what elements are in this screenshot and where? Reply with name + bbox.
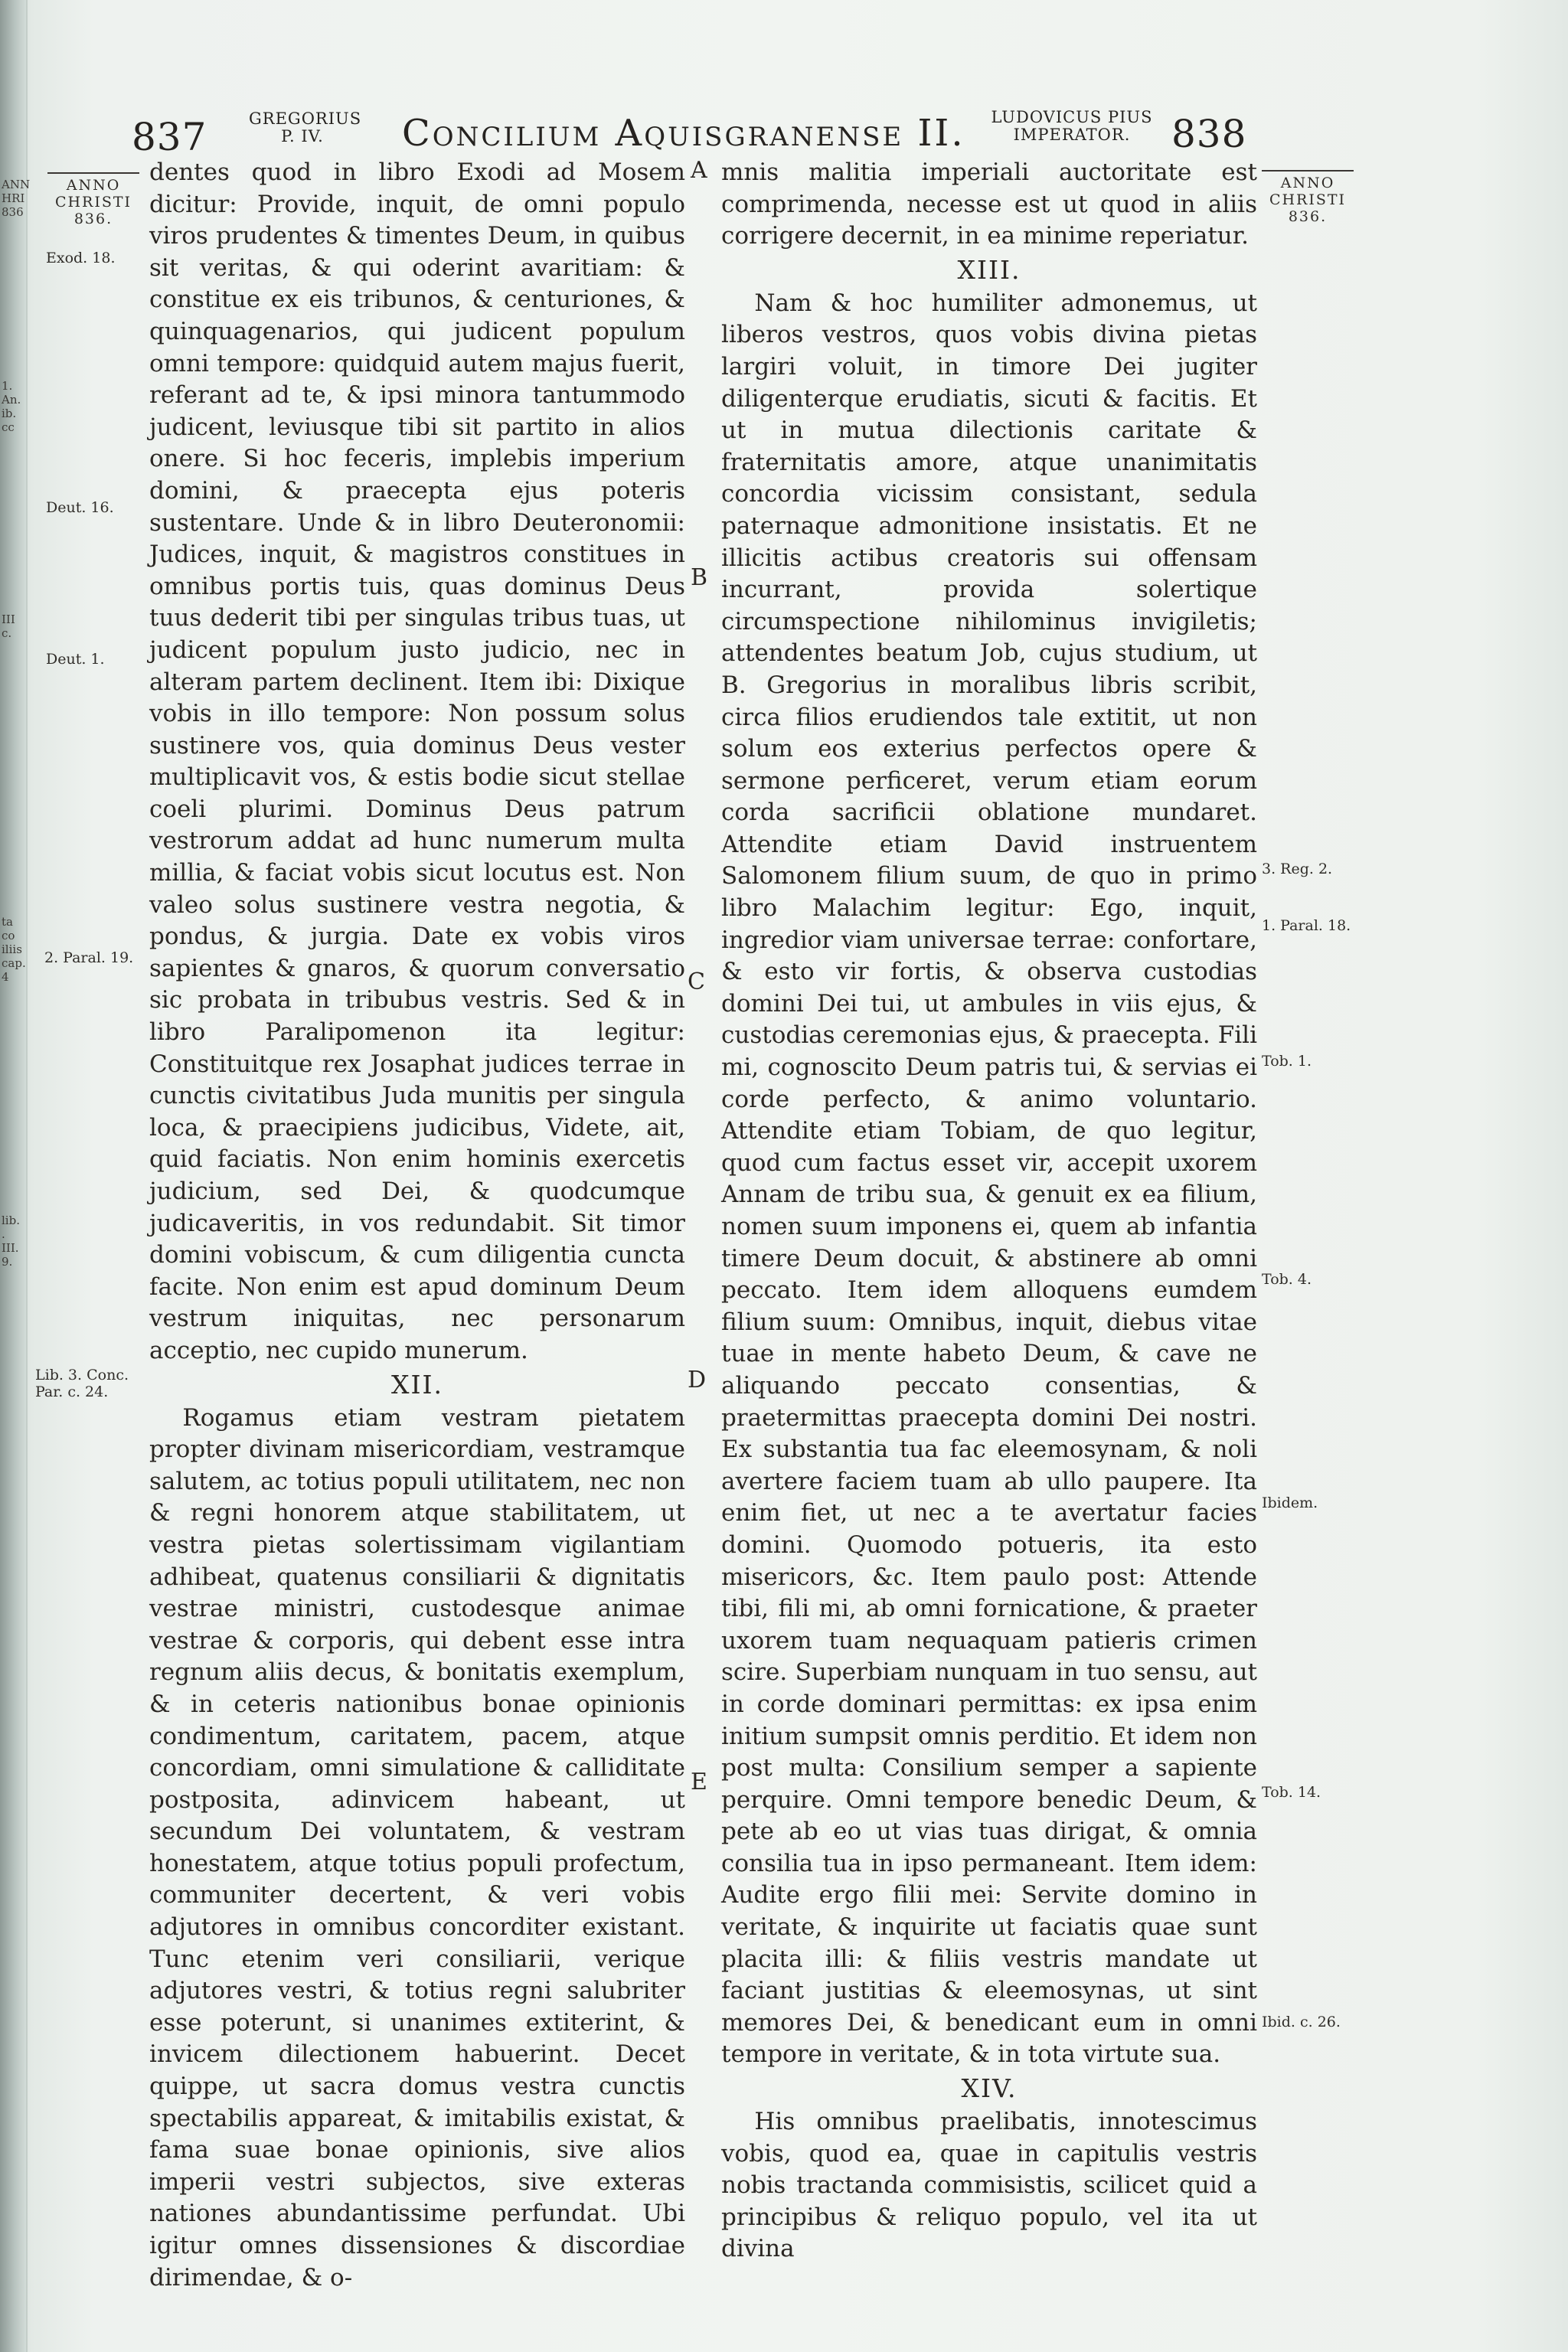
margin-reference: Tob. 1. (1262, 1053, 1312, 1070)
margin-reference: Exod. 18. (46, 250, 116, 266)
margin-reference: 3. Reg. 2. (1262, 861, 1333, 877)
section-letter: B (691, 564, 708, 591)
running-head-title: Concilium Aquisgranense II. (402, 112, 965, 155)
margin-reference: Ibidem. (1262, 1494, 1318, 1511)
paragraph: Nam & hoc humiliter admonemus, ut liberos vestros, quos vobis divina pietas largiri voluit, in timore Dei jugiter diligenterque erudiatis, sicuti & facitis. Et ut in mutua dilectionis caritate & fraternitatis amore, atque unanimitatis concordia vicissim consistant, sedula paternaque admonitione insistatis. Et ne illicitis actibus creatoris sui offensam incurrant, provida solertique circumspectione nihilominus invigiletis; attendentes beatum Job, cujus studium, ut B. Gregorius in moralibus libris scribit, circa filios erudiendos tale extitit, ut non solum eos exterius perfectos opere & sermone perficeret, verum etiam eorum corda sacrificii oblatione mundaret. Attendite etiam David instruentem Salomonem filium suum, de quo in primo libro Malachim legitur: Ego, inquit, ingredior viam universae terrae: confortare, & esto vir fortis, & observa custodias domini Dei tui, ut ambules in viis ejus, & custodias ceremonias ejus, & praecepta. Fili mi, cognoscito Deum patris tui, & servias ei corde perfecto, & animo voluntario. Attendite etiam Tobiam, de quo legitur, quod cum factus esset vir, accepit uxorem Annam de tribu sua, & genuit ex ea filium, nomen suum imponens ei, quem ab infantia timere Deum docuit, & abstinere ab omni peccato. Item idem alloquens eumdem filium suum: Omnibus, inquit, diebus vitae tuae in mente habeto Deum, & cave ne aliquando peccato consentias, & praetermittas praecepta domini Dei nostri. Ex substantia tua fac eleemosynam, & noli avertere faciem tuam ab ullo paupere. Ita enim fiet, ut nec a te avertatur facies domini. Quomodo potueris, ita esto misericors, &c. Item paulo post: Attende tibi, fili mi, ab omni fornicatione, & praeter uxorem tuam nequaquam patieris crimen scire. Superbiam nunquam in tuo sensu, aut in corde dominari permittas: ex ipsa enim initium sumpsit omnis perditio. Et idem non post multa: Consilium semper a sapiente perquire. Omni tempore benedic Deum, & pete ab eo ut vias tuas dirigat, & omnia consilia tua in ipso permaneant. Item idem: Audite ergo filii mei: Servite domino in veritate, & inquirite ut faciatis quae sunt placita illi: & filiis vestris mandate ut faciant justitias & eleemosynas, ut sint memores Dei, & benedicant eum in omni tempore in veritate, & in tota virtute sua. (721, 289, 1257, 2069)
margin-reference: Deut. 1. (46, 651, 105, 668)
section-letter: C (688, 969, 705, 995)
paragraph: Rogamus etiam vestram pietatem propter divinam misericordiam, vestramque salutem, ac totius populi utilitatem, nec non & regni honorem atque stabilitatem, ut vestra pietas solertissimam vigilantiam adhibeat, quatenus consiliarii & dignitatis vestrae ministri, custodesque animae vestrae & corporis, qui debent esse intra regnum aliis decus, & bonitatis exemplum, & in ceteris nationibus bonae opinionis condimentum, caritatem, pacem, atque concordiam, omni simulatione & calliditate postposita, adinvicem habeant, ut secundum Dei voluntatem, & vestram honestatem, atque totius populi profectum, communiter decertent, & veri vobis adjutores in omnibus concorditer existant. Tunc etenim veri consiliarii, verique adjutores vestri, & totius regni salubriter esse poterunt, si unanimes extiterint, & invicem dilectionem habuerint. Decet quippe, ut sacra domus vestra cunctis spectabilis appareat, & imitabilis existat, & fama suae bonae opinionis, sive alios imperii vestri subjectos, sive exteras nationes abundantissime perfundat. Ubi igitur omnes dissensiones & discordiae dirimendae, & o- (149, 1403, 685, 2292)
section-letter: D (688, 1367, 707, 1393)
running-head (0, 0, 1568, 161)
margin-reference: Lib. 3. Conc. Par. c. 24. (35, 1367, 129, 1400)
margin-reference: Ibid. c. 26. (1262, 2014, 1341, 2030)
previous-page-fragment: III c. (2, 612, 15, 640)
page-number-left: 837 (132, 115, 207, 159)
margin-reference: 1. Paral. 18. (1262, 917, 1351, 934)
running-head-pope-label: GREGORIUS P. IV. (249, 109, 362, 145)
previous-page-fragment: ANN HRI 836 (2, 178, 31, 219)
previous-page-fragment: 1. An. ib. cc (2, 379, 21, 434)
previous-page-strip (0, 0, 31, 2352)
anno-christi-left (47, 172, 139, 227)
previous-page-fragment: ta co iliis cap. 4 (2, 915, 26, 984)
paragraph: His omnibus praelibatis, innotescimus vobis, quod ea, quae in capitulis vestris nobis tractanda commisistis, scilicet quid a principibus & reliquo populo, vel ita ut divina (721, 2108, 1257, 2263)
running-head-emperor-label: LUDOVICUS PIUS IMPERATOR. (991, 108, 1153, 144)
anno-christi-right (1262, 170, 1354, 225)
paragraph: dentes quod in libro Exodi ad Mosem dicitur: Provide, inquit, de omni populo viros prudentes & timentes Deum, in quibus sit veritas, & qui oderint avaritiam: & constitue ex eis tribunos, & centuriones, & quinquagenarios, qui judicent populum omni tempore: quidquid autem majus fuerit, referant ad te, & ipsi minora tantummodo judicent, leviusque tibi sit partito in alios onere. Si hoc feceris, implebis imperium domini, & praecepta ejus poteris sustentare. Unde & in libro Deuteronomii: Judices, inquit, & magistros constitues in omnibus portis tuis, quas dominus Deus tuus dederit tibi per singulas tribus tuas, ut judicent populum justo judicio, nec in alteram partem declinent. Item ibi: Dixique vobis in illo tempore: Non possum solus sustinere vos, quia dominus Deus vester multiplicavit vos, & estis bodie sicut stellae coeli plurimi. Dominus Deus patrum vestrorum addat ad hunc numerum multa millia, & faciat vobis sicut locutus est. Non valeo solus sustinere vestra negotia, & pondus, & jurgia. Date ex vobis viros sapientes & gnaros, & quorum conversatio sic probata in tribubus vestris. Sed & in libro Paralipomenon ita legitur: Constituitque rex Josaphat judices terrae in cunctis civitatibus Juda munitis per singula loca, & praecipiens judicibus, Videte, ait, quid faciatis. Non enim hominis exercetis judicium, sed Dei, & quodcumque judicaveritis, in vos redundabit. Sit timor domini vobiscum, & cum diligentia cuncta facite. Non enim est apud dominum Deum vestrum iniquitas, nec personarum acceptio, nec cupido munerum. (149, 158, 685, 1364)
previous-page-fragment: lib. . III. 9. (2, 1214, 20, 1269)
margin-reference: Deut. 16. (46, 499, 114, 516)
margin-reference: Tob. 14. (1262, 1784, 1321, 1801)
section-heading-xii: XII. (390, 1369, 444, 1400)
anno-rule (47, 172, 139, 174)
page-number-right: 838 (1171, 112, 1247, 156)
section-letter: E (691, 1769, 707, 1795)
right-column (721, 157, 1257, 2265)
paragraph: mnis malitia imperiali auctoritate est comprimenda, necesse est ut quod in aliis corrigere decernit, in ea minime reperiatur. (721, 158, 1257, 250)
section-heading-xiii: XIII. (957, 254, 1021, 285)
anno-christi-text: ANNO CHRISTI 836. (54, 177, 132, 227)
anno-rule (1262, 170, 1354, 172)
left-column (149, 157, 685, 2294)
section-heading-xiv: XIV. (961, 2073, 1018, 2104)
anno-christi-text: ANNO CHRISTI 836. (1269, 175, 1347, 225)
margin-reference: 2. Paral. 19. (44, 949, 134, 966)
section-letter: A (691, 157, 707, 184)
margin-reference: Tob. 4. (1262, 1271, 1312, 1288)
